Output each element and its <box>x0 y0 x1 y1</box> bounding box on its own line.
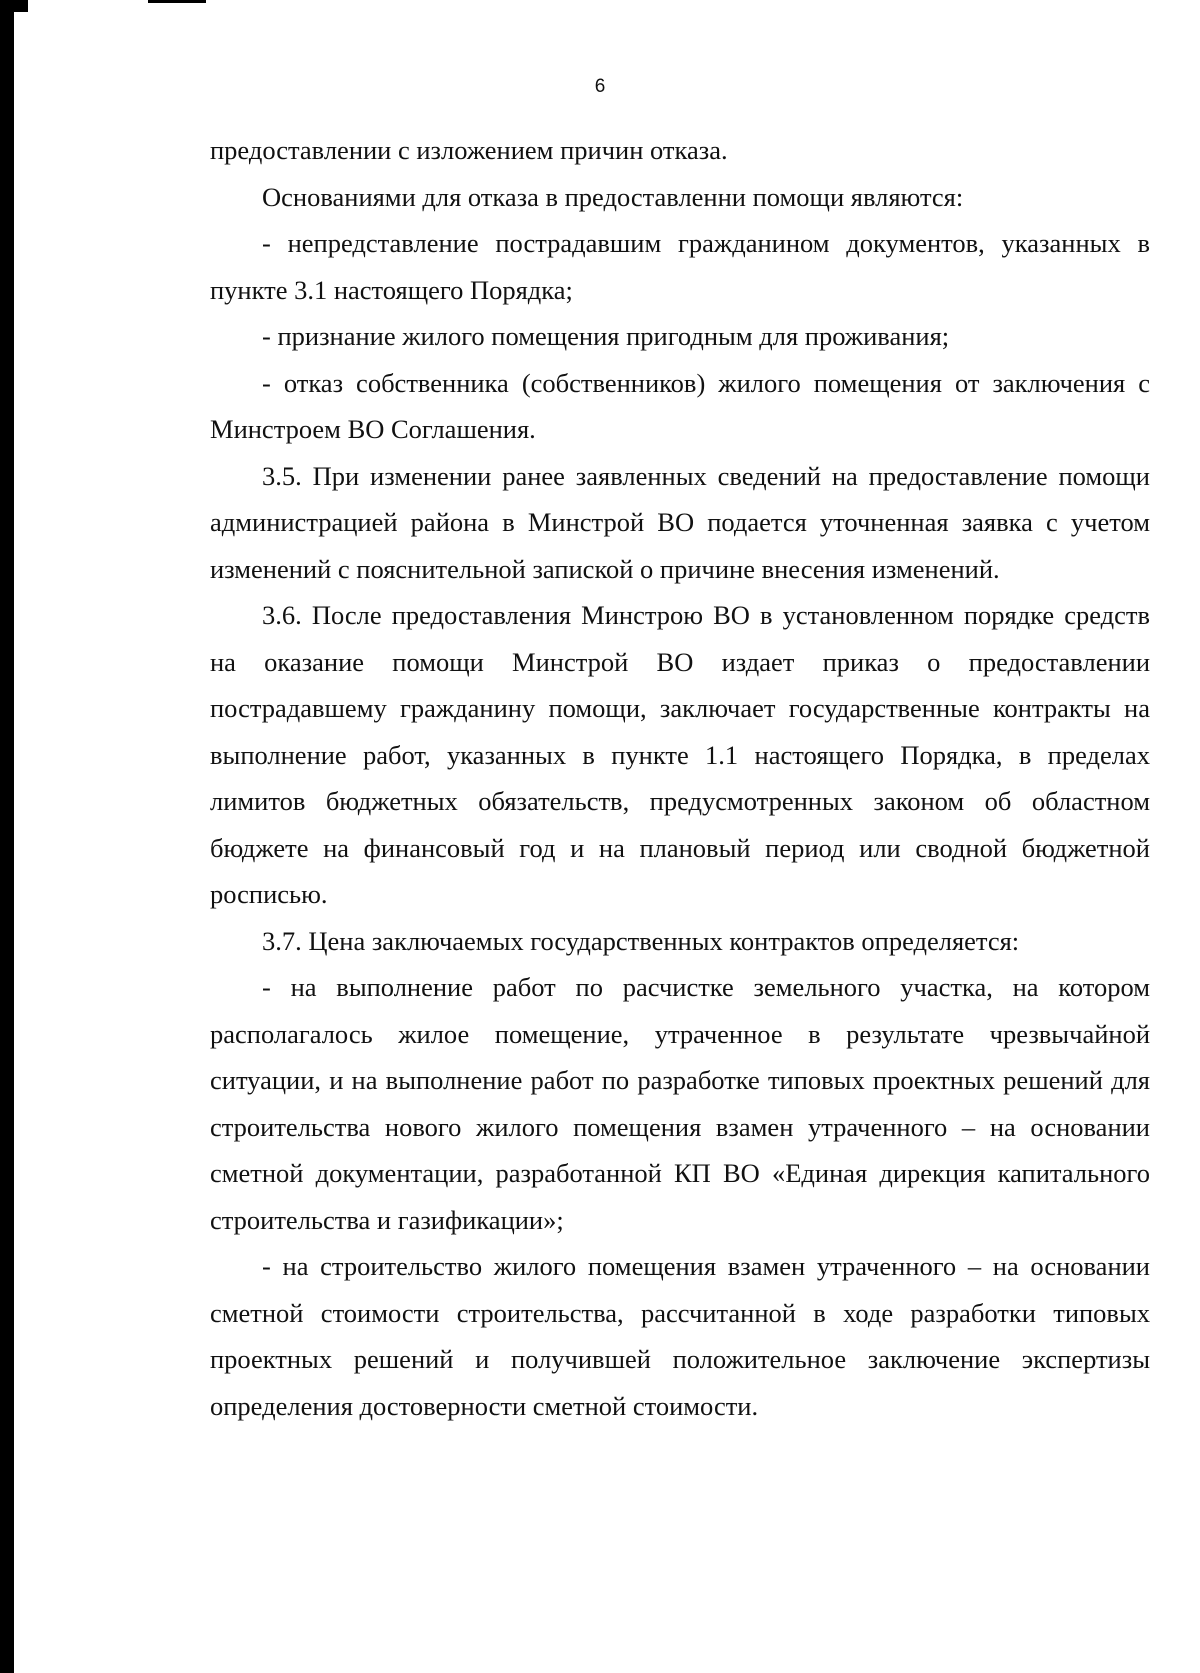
paragraph: 3.6. После предоставления Минстрою ВО в установленном порядке средств на оказание помощи Минстрой ВО издает приказ о предоставлении пострадавшему гражданину помощи, заключает государственные контракты на выполнение работ, указанных в пункте 1.1 настоящего Порядка, в пределах лимитов бюджетных обязательств, предусмотренных законом об областном бюджете на финансовый год и на плановый период или сводной бюджетной росписью. <box>210 600 1150 909</box>
paragraph: - отказ собственника (собственников) жилого помещения от заключения с Минстроем ВО Соглашения. <box>210 367 1150 444</box>
scan-corner-mark <box>0 0 28 12</box>
document-body <box>210 127 1150 1429</box>
paragraph: 3.7. Цена заключаемых государственных контрактов определяется: <box>262 925 1020 956</box>
scan-top-line <box>148 0 206 3</box>
scan-border-left <box>0 0 14 1673</box>
paragraph: - признание жилого помещения пригодным для проживания; <box>262 321 950 351</box>
paragraph: предоставлении с изложением причин отказа. <box>210 135 728 165</box>
paragraph: Основаниями для отказа в предоставленни помощи являются: <box>262 181 964 212</box>
paragraph: - на строительство жилого помещения взамен утраченного – на основании сметной стоимости строительства, рассчитанной в ходе разработки типовых проектных решений и получившей положительное заключение экспертизы определения достоверности сметной стоимости. <box>210 1251 1150 1421</box>
paragraph: - непредставление пострадавшим гражданином документов, указанных в пункте 3.1 настоящего Порядка; <box>210 228 1150 305</box>
paragraph: 3.5. При изменении ранее заявленных сведений на предоставление помощи администрацией района в Минстрой ВО подается уточненная заявка с учетом изменений с пояснительной запиской о причине внесения изменений. <box>210 460 1150 584</box>
paragraph: - на выполнение работ по расчистке земельного участка, на котором располагалось жилое помещение, утраченное в результате чрезвычайной ситуации, и на выполнение работ по разработке типовых проектных решений для строительства нового жилого помещения взамен утраченного – на основании сметной документации, разработанной КП ВО «Единая дирекция капитального строительства и газификации»; <box>210 972 1150 1235</box>
page-number: 6 <box>594 76 606 97</box>
